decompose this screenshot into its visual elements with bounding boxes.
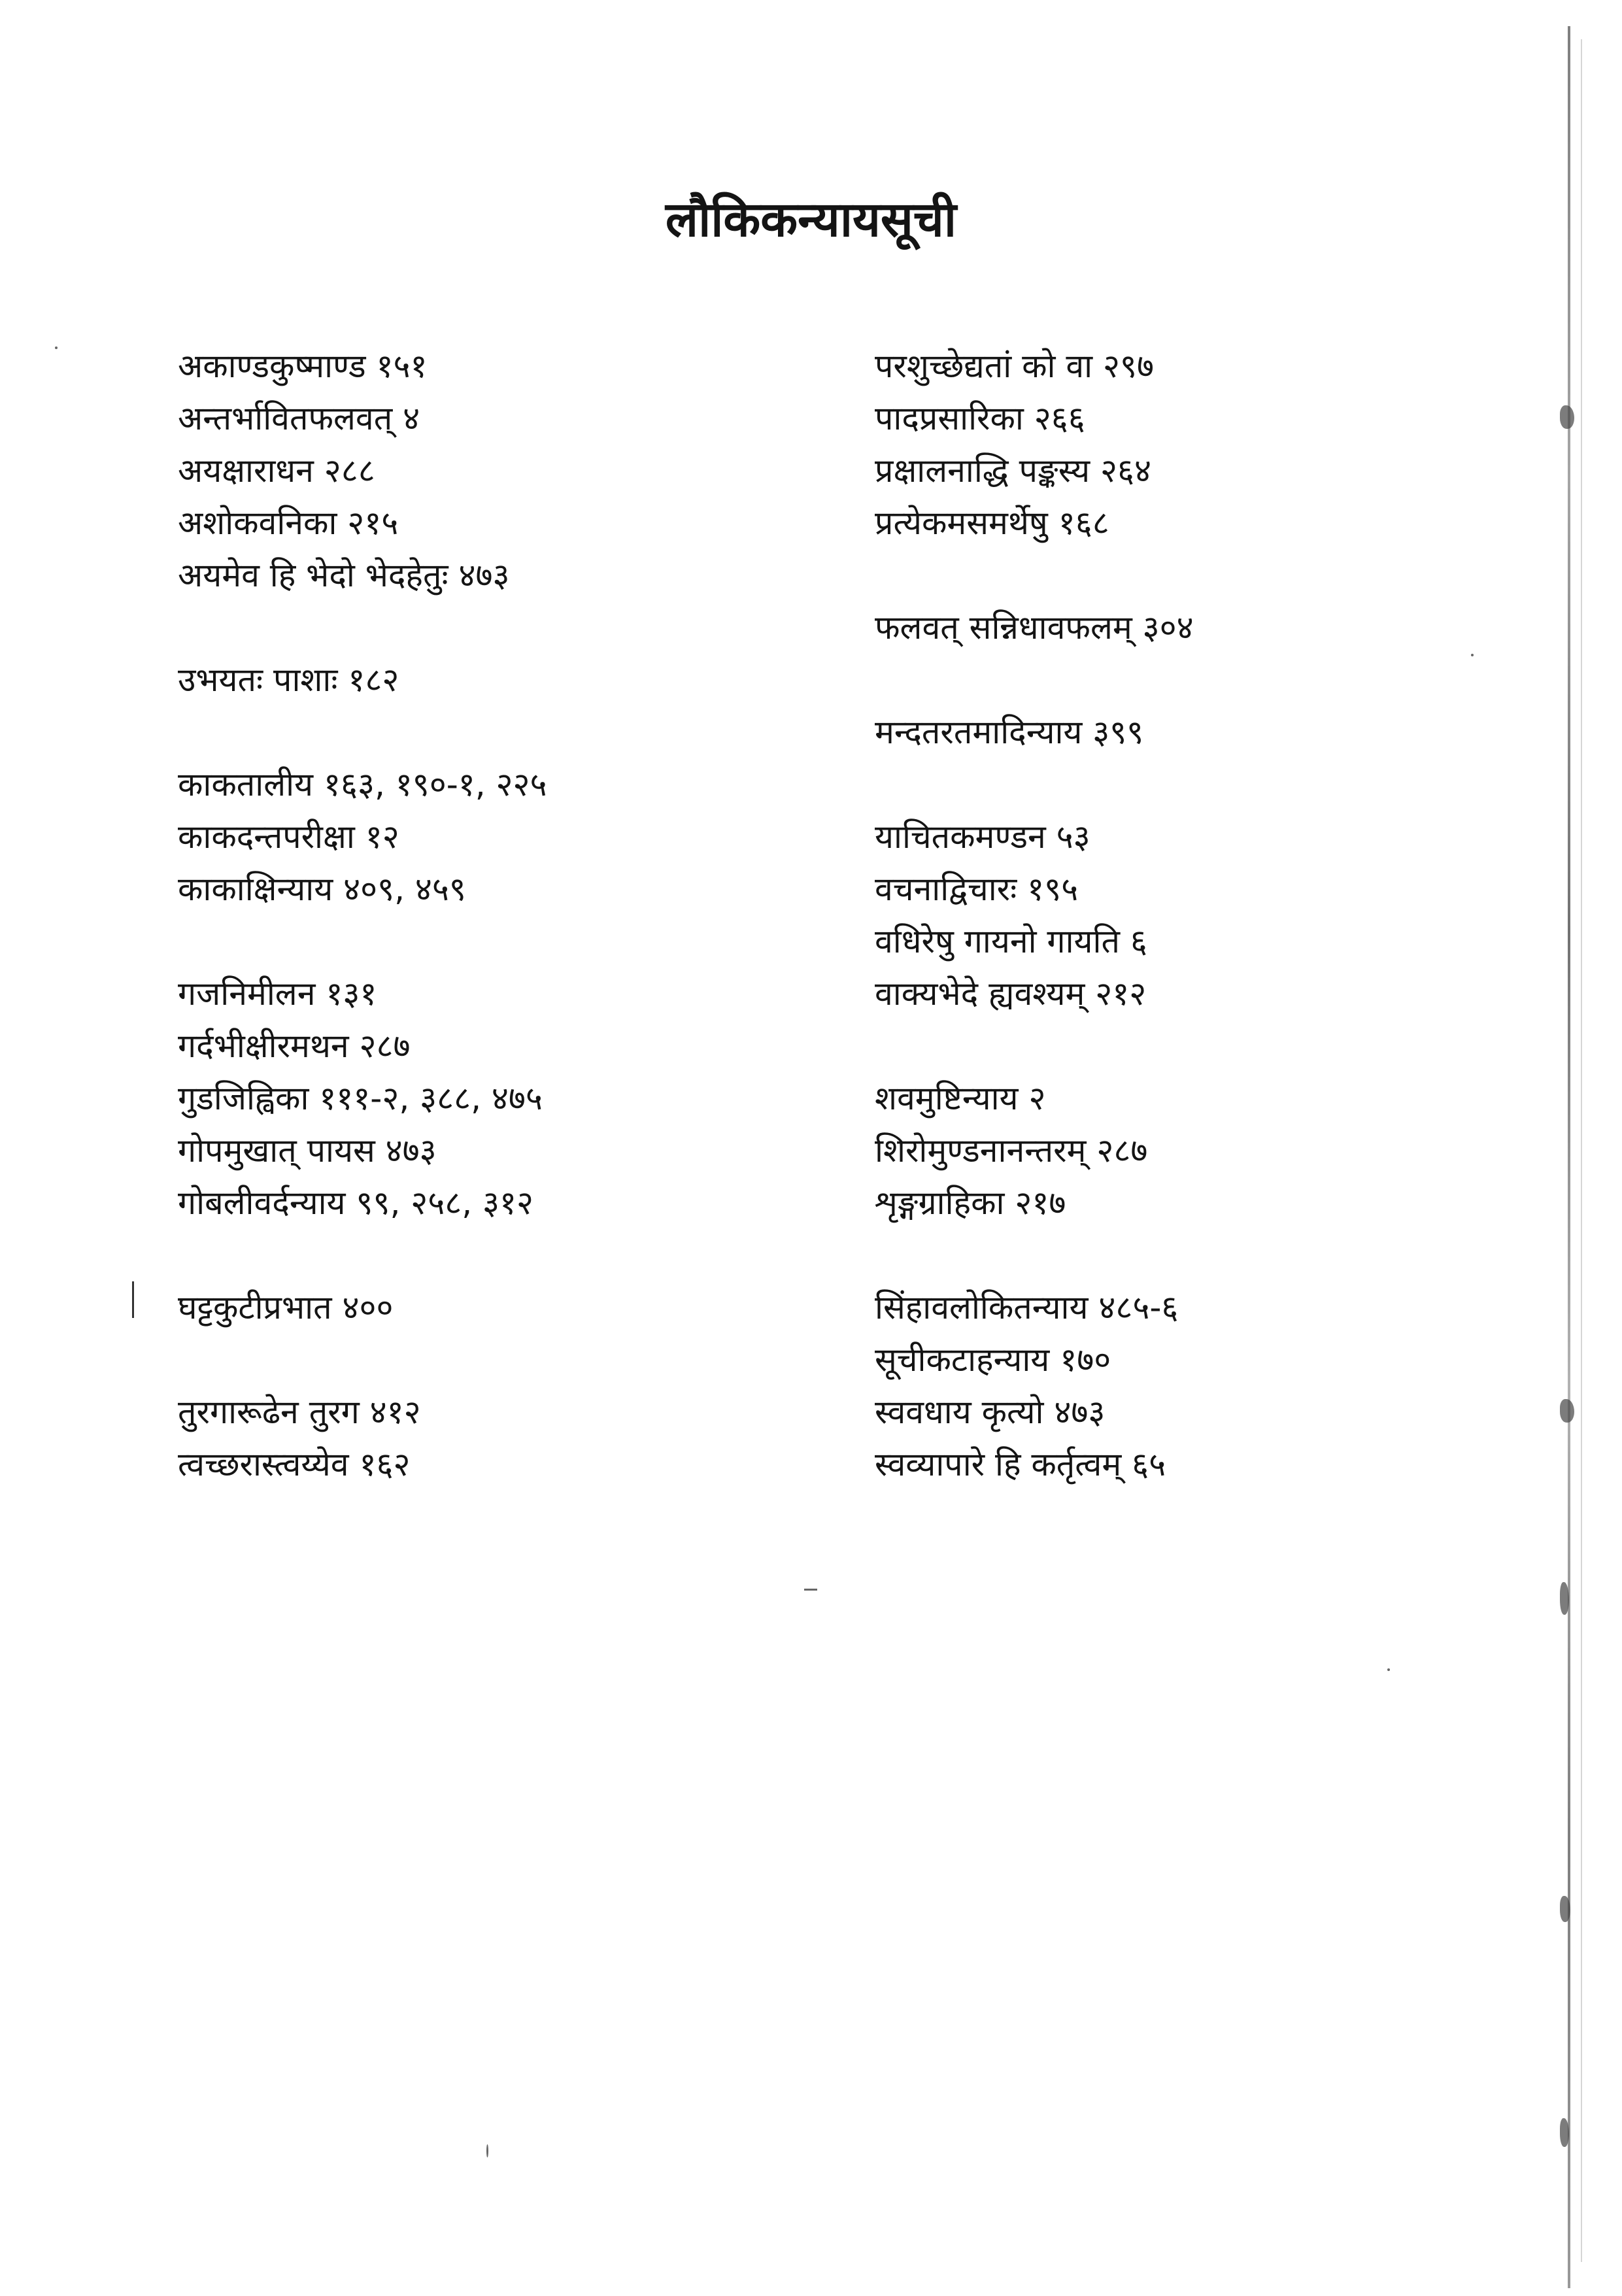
index-entry: वचनाद्विचारः १९५ xyxy=(875,870,1079,908)
binding-mark xyxy=(1560,1896,1570,1922)
scan-speck xyxy=(55,346,58,349)
index-entry: गोबलीवर्दन्याय ९९, २५८, ३१२ xyxy=(178,1184,534,1222)
index-group xyxy=(178,1281,832,1334)
index-entry: वाक्यभेदे ह्यवश्यम् २१२ xyxy=(875,975,1147,1013)
index-group xyxy=(178,340,832,601)
index-group xyxy=(875,811,1529,1020)
index-entry: अयमेव हि भेदो भेदहेतुः ४७३ xyxy=(178,556,510,594)
index-column-right xyxy=(875,340,1529,1543)
index-entry: वधिरेषु गायनो गायति ६ xyxy=(875,922,1147,960)
margin-mark xyxy=(132,1281,134,1318)
index-entry: सूचीकटाहन्याय १७० xyxy=(875,1341,1111,1379)
index-entry: याचितकमण्डन ५३ xyxy=(875,818,1090,856)
binding-mark xyxy=(1560,405,1574,429)
index-entry: अन्तर्भावितफलवत् ४ xyxy=(178,399,420,437)
index-entry: प्रत्येकमसमर्थेषु १६८ xyxy=(875,504,1109,542)
index-entry: गर्दभीक्षीरमथन २८७ xyxy=(178,1027,411,1065)
index-group xyxy=(178,1386,832,1491)
index-entry: घट्टकुटीप्रभात ४०० xyxy=(178,1289,394,1326)
index-entry: त्वच्छरास्त्वय्येव १६२ xyxy=(178,1445,411,1483)
binding-mark xyxy=(1560,1582,1569,1615)
index-entry: अकाण्डकुष्माण्ड १५१ xyxy=(178,347,428,385)
index-entry: शिरोमुण्डनानन्तरम् २८७ xyxy=(875,1132,1148,1170)
index-entry: अयक्षाराधन २८८ xyxy=(178,452,375,490)
index-group xyxy=(178,968,832,1229)
index-entry: प्रक्षालनाद्धि पङ्कस्य २६४ xyxy=(875,452,1152,490)
index-entry: तुरगारूढेन तुरग ४१२ xyxy=(178,1393,421,1431)
index-entry: काकदन्तपरीक्षा १२ xyxy=(178,818,399,856)
index-entry: स्वव्यापारे हि कर्तृत्वम् ६५ xyxy=(875,1445,1166,1483)
index-group xyxy=(875,706,1529,758)
scan-speck xyxy=(1471,654,1474,656)
index-entry: उभयतः पाशाः १८२ xyxy=(178,661,399,699)
index-group xyxy=(178,758,832,915)
index-entry: अशोकवनिका २१५ xyxy=(178,504,399,542)
index-group xyxy=(875,1281,1529,1491)
index-entry: परशुच्छेद्यतां को वा २९७ xyxy=(875,347,1155,385)
scan-speck xyxy=(1387,1668,1390,1671)
index-entry: शृङ्गग्राहिका २१७ xyxy=(875,1184,1066,1222)
index-entry: शवमुष्टिन्याय २ xyxy=(875,1079,1046,1117)
index-group xyxy=(178,654,832,706)
binding-mark xyxy=(1560,2118,1569,2147)
index-entry: पादप्रसारिका २६६ xyxy=(875,399,1085,437)
index-entry: काकाक्षिन्याय ४०९, ४५९ xyxy=(178,870,466,908)
index-entry: गुडजिह्विका १११-२, ३८८, ४७५ xyxy=(178,1079,543,1117)
index-entry: सिंहावलोकितन्याय ४८५-६ xyxy=(875,1289,1179,1326)
binding-mark xyxy=(1560,1399,1574,1423)
index-entry: गोपमुखात् पायस ४७३ xyxy=(178,1132,437,1170)
index-group xyxy=(875,340,1529,549)
index-entry: फलवत् सन्निधावफलम् ३०४ xyxy=(875,609,1194,647)
index-entry: मन्दतरतमादिन्याय ३९९ xyxy=(875,713,1144,751)
binding-edge-shadow xyxy=(1581,39,1582,2262)
scan-speck xyxy=(486,2144,488,2157)
page-title: लौकिकन्यायसूची xyxy=(665,192,957,248)
index-entry: काकतालीय १६३, १९०-१, २२५ xyxy=(178,766,547,803)
index-group xyxy=(875,1072,1529,1229)
index-group xyxy=(875,601,1529,654)
scan-speck xyxy=(804,1589,817,1591)
index-column-left xyxy=(178,340,832,1543)
binding-edge xyxy=(1568,26,1570,2288)
index-entry: स्ववधाय कृत्यो ४७३ xyxy=(875,1393,1106,1431)
index-entry: गजनिमीलन १३१ xyxy=(178,975,377,1013)
